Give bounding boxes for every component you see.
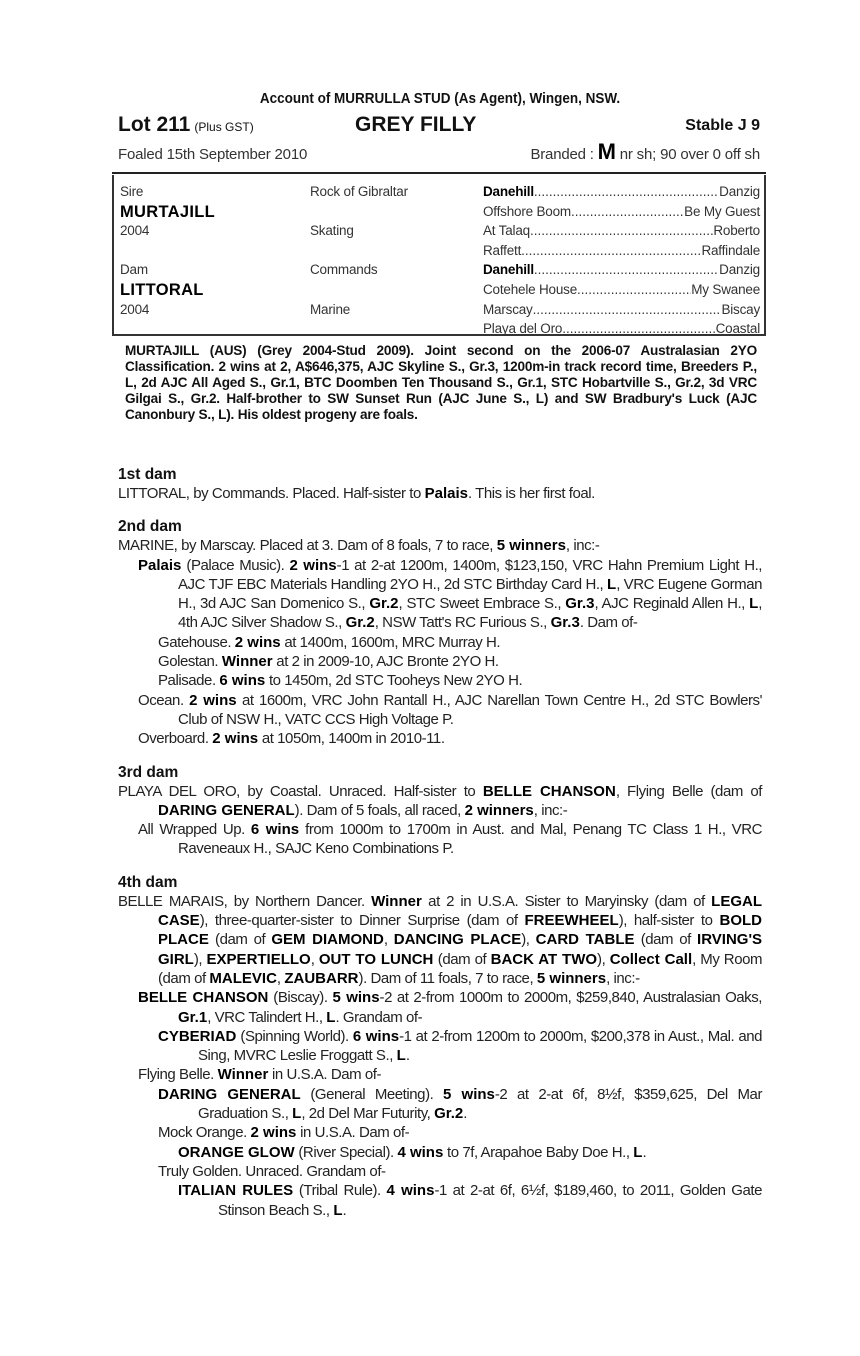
produce-record [0,892,762,988]
text: Mock Orange. [158,1124,251,1142]
pedigree-great-grandparent-cell [483,204,760,219]
text: -1 at 2-at 1200m, 1400m, $123,150, VRC Hahn Premium Light H., AJC TJF EBC Materials Handling 2YO H., 2d STC Birthday Card H., [178,556,763,593]
dot-leader [571,204,684,219]
produce-record [0,1027,762,1066]
text: (General Meeting). [300,1085,444,1103]
dam-section [0,465,762,503]
dot-leader [521,243,701,258]
pedigree-row [120,243,760,263]
text: Palisade. [158,672,220,690]
stable-location: Stable J 9 [685,117,760,134]
text: -1 at 2-at 6f, 6½f, $189,460, to 2011, Golden Gate Stinson Beach S., [218,1182,762,1219]
produce-record [0,671,762,690]
produce-record [0,652,762,671]
header-divider [112,172,766,174]
ancestor-name: Playa del Oro [483,321,563,337]
text: ), [193,950,207,968]
bold-text: 4 wins [386,1182,435,1200]
bold-text: ZAUBARR [284,969,359,987]
bold-text: L [396,1047,406,1065]
text: , inc:- [606,969,640,987]
bold-text: L [326,1008,336,1026]
branded-details: nr sh; 90 over 0 off sh [619,146,760,163]
bold-text: L [749,595,759,613]
bold-text: Gr.2 [345,614,375,632]
text: , [310,950,319,968]
ancestor-name: Raffett [483,242,522,258]
ancestor-sire: Be My Guest [684,203,760,219]
bold-text: Palais [424,485,469,502]
produce-record [0,1143,762,1162]
bold-text: 5 wins [443,1085,495,1103]
gst-note: (Plus GST) [194,120,254,134]
bold-text: BELLE CHANSON [138,989,269,1007]
text: , [276,969,285,987]
produce-record [0,484,762,503]
dot-leader [534,262,719,277]
bold-text: L [607,575,617,593]
text: , NSW Tatt's RC Furious S., [374,614,551,632]
ancestor-sire: Biscay [721,301,760,317]
text: Overboard. [138,730,213,748]
text: , [383,931,394,949]
text: at 2 in U.S.A. Sister to Maryinsky (dam of [421,892,712,910]
pedigree-great-grandparent-cell [483,262,760,277]
text: , VRC Talindert H., [207,1008,327,1026]
text: , VRC Eugene Gorman H., 3d AJC San Domenico S., [178,575,762,613]
bold-text: IRVING'S GIRL [158,931,763,968]
produce-record [0,1123,762,1142]
bold-text: Collect Call [609,950,693,968]
text: (dam of [634,931,698,949]
lot-label: Lot 211 [118,113,191,136]
pedigree-parent-cell: 2004 [120,301,150,317]
text: ), [521,931,536,949]
foaled-date: Foaled 15th September 2010 [118,146,308,163]
pedigree-great-grandparent-cell [483,282,760,297]
pedigree-grandparent-cell: Commands [310,262,378,278]
text: . [463,1105,467,1123]
vendor-account: Account of MURRULLA STUD (As Agent), Wingen, NSW. [259,90,621,107]
bold-text: OUT TO LUNCH [318,950,434,968]
bold-text: L [633,1143,643,1161]
text: . [642,1143,647,1161]
bold-text: FREEWHEEL [524,912,619,930]
text: from 1000m to 1700m in Aust. and Mal, Penang TC Class 1 H., VRC Raveneaux H., SAJC Keno Combinations P. [178,821,762,858]
pedigree-row [120,262,760,282]
ancestor-sire: Danzig [719,184,760,199]
dam-section [0,763,762,859]
text: LITTORAL, by Commands. Placed. Half-sister to [118,485,425,502]
pedigree-great-grandparent-cell [483,243,760,258]
bold-text: Winner [371,892,422,910]
pedigree-row [120,184,760,204]
produce-record [0,691,762,730]
produce-record [0,1181,762,1220]
bold-text: 2 winners [464,801,534,819]
text: ), half-sister to [618,912,720,930]
text: . [405,1047,410,1065]
bold-text: CYBERIAD [158,1027,237,1045]
text: BELLE MARAIS, by Northern Dancer. [118,892,372,910]
dot-leader [533,302,722,317]
pedigree-great-grandparent-cell [483,302,760,317]
ancestor-sire: Danzig [719,262,760,278]
bold-text: Gr.3 [565,595,595,613]
produce-record [0,1065,762,1084]
text: in U.S.A. Dam of- [296,1124,410,1142]
pedigree-row [120,321,760,341]
text: , STC Sweet Embrace S., [398,595,566,613]
text: , AJC Reginald Allen H., [594,595,750,613]
pedigree-parent-cell: 2004 [120,223,150,239]
dot-leader [534,184,719,199]
text: . Dam of- [579,614,638,632]
dam-section [0,517,762,748]
bold-text: Winner [217,1066,269,1084]
bold-text: 5 wins [332,989,380,1007]
pedigree-great-grandparent-cell [483,321,760,336]
lot-number [118,113,254,137]
pedigree-table [112,175,766,336]
branded-label: Branded : [530,146,594,163]
text: (Palace Music). [181,556,290,574]
text: ). Dam of 11 foals, 7 to race, [358,969,537,987]
pedigree-grandparent-cell: Skating [310,223,354,239]
dot-leader [562,321,715,336]
text: . This is her first foal. [468,485,595,502]
bold-text: 5 winners [496,537,566,555]
text: MARINE, by Marscay. Placed at 3. Dam of 8 foals, 7 to race, [118,537,497,555]
bold-text: 2 wins [212,730,259,748]
bold-text: 5 winners [536,969,607,987]
section-heading: 4th dam [118,873,178,891]
bold-text: Gr.2 [434,1105,464,1123]
bold-text: 2 wins [234,633,281,651]
ancestor-name: At Talaq [483,223,530,239]
text: Truly Golden. Unraced. Grandam of- [158,1162,386,1180]
bold-text: BELLE CHANSON [482,782,616,800]
horse-description: GREY FILLY [355,113,477,136]
bold-text: ITALIAN RULES [178,1182,294,1200]
bold-text: 4 wins [397,1143,444,1161]
text: (Spinning World). [236,1027,353,1045]
text: , My Room (dam of [158,950,763,987]
bold-text: Palais [138,556,182,574]
section-heading: 1st dam [118,466,177,483]
produce-record [0,988,762,1027]
text: at 2 in 2009-10, AJC Bronte 2YO H. [272,653,499,671]
bold-text: Gr.1 [178,1008,208,1026]
text: Gatehouse. [158,633,235,651]
pedigree-row [120,204,760,224]
bold-text: ORANGE GLOW [178,1143,295,1161]
bold-text: Winner [221,653,273,671]
produce-record [0,536,762,555]
text: Flying Belle. [138,1066,218,1084]
text: to 1450m, 2d STC Tooheys New 2YO H. [265,672,523,690]
bold-text: GEM DIAMOND [271,931,384,949]
pedigree-grandparent-cell: Marine [310,301,351,317]
produce-record [0,556,762,633]
bold-text: DARING GENERAL [158,801,295,819]
pedigree-row [120,282,760,302]
bold-text: Gr.3 [550,614,580,632]
text: at 1050m, 1400m in 2010-11. [258,730,445,748]
bold-text: Gr.2 [369,595,399,613]
pedigree-grandparent-cell: Rock of Gibraltar [310,184,408,199]
text: , 4th AJC Silver Shadow S., [178,595,763,632]
bold-text: 2 wins [289,556,337,574]
ancestor-sire: Roberto [713,223,760,239]
brand-mark-icon: M [597,139,616,164]
text: (River Special). [294,1143,398,1161]
ancestor-sire: Raffindale [701,242,760,258]
bold-text: 6 wins [352,1027,400,1045]
text: (dam of [433,950,491,968]
text: PLAYA DEL ORO, by Coastal. Unraced. Half-sister to [118,782,483,800]
ancestor-sire: Coastal [715,321,760,337]
pedigree-parent-cell: LITTORAL [120,281,204,299]
brand-info [530,139,760,164]
produce-record [0,633,762,652]
produce-record [0,820,762,859]
text: (Biscay). [268,989,333,1007]
bold-text: L [333,1201,343,1219]
ancestor-name: Offshore Boom [483,203,571,219]
text: -2 at 2-from 1000m to 2000m, $259,840, Australasian Oaks, [379,989,763,1007]
text: ). Dam of 5 foals, all raced, [294,801,465,819]
text: ), three-quarter-sister to Dinner Surprise (dam of [199,912,525,930]
produce-record [0,1085,762,1124]
bold-text: BACK AT TWO [490,950,598,968]
bold-text: DANCING PLACE [393,931,522,949]
bold-text: BOLD PLACE [158,912,762,949]
bold-text: CARD TABLE [535,931,635,949]
bold-text: 2 wins [189,691,237,709]
bold-text: L [292,1105,302,1123]
text: Ocean. [138,691,190,709]
pedigree-row [120,302,760,322]
text: ), [597,950,610,968]
text: Golestan. [158,653,222,671]
bold-text: 6 wins [250,821,300,839]
text: , 2d Del Mar Futurity, [301,1105,435,1123]
text: (Tribal Rule). [293,1182,387,1200]
ancestor-sire: My Swanee [691,282,760,297]
bold-text: DARING GENERAL [158,1085,301,1103]
bold-text: 2 wins [250,1124,297,1142]
text: . Grandam of- [335,1008,423,1026]
bold-text: 6 wins [219,672,266,690]
ancestor-name: Danehill [483,262,534,278]
dot-leader [530,223,713,238]
produce-record [0,782,762,821]
text: -2 at 2-at 6f, 8½f, $359,625, Del Mar Graduation S., [198,1085,762,1123]
dam-sections [0,457,762,1234]
pedigree-row [120,223,760,243]
pedigree-great-grandparent-cell [483,184,760,199]
bold-text: MALEVIC [209,969,277,987]
text: All Wrapped Up. [138,821,251,839]
bold-text: EXPERTIELLO [206,950,311,968]
ancestor-name: Cotehele House [483,282,578,297]
sire-summary: MURTAJILL (AUS) (Grey 2004-Stud 2009). Joint second on the 2006-07 Australasian 2YO Classification. 2 wins at 2, A$646,375, AJC Skyline S., Gr.3, 1200m-in track record time, Breeders P., L, 2d AJC All Aged S., Gr.1, BTC Doomben Ten Thousand S., Gr.1, STC Hobartville S., Gr.2, 3d VRC Gilgai S., Gr.2. Half-brother to SW Sunset Run (AJC June S., L) and SW Bradbury's Luck (AJC Canonbury S., L). His oldest progeny are foals. [125,343,757,422]
dam-section [0,873,762,1220]
bold-text: LEGAL CASE [158,892,762,930]
text: , inc:- [533,801,568,819]
text: to 7f, Arapahoe Baby Doe H., [443,1143,634,1161]
produce-record [0,729,762,748]
text: -1 at 2-from 1200m to 2000m, $200,378 in Aust., Mal. and Sing, MVRC Leslie Froggatt S., [198,1027,763,1065]
text: at 1400m, 1600m, MRC Murray H. [280,633,501,651]
section-heading: 2nd dam [118,518,182,536]
pedigree-parent-cell: MURTAJILL [120,202,215,221]
text: , inc:- [565,537,600,555]
produce-record [0,1162,762,1181]
text: . [342,1201,347,1219]
text: in U.S.A. Dam of- [268,1066,382,1084]
pedigree-great-grandparent-cell [483,223,760,238]
text: , Flying Belle (dam of [615,782,763,800]
ancestor-name: Danehill [483,184,534,199]
text: (dam of [208,931,272,949]
dot-leader [577,282,691,297]
pedigree-parent-cell: Sire [120,184,144,199]
section-heading: 3rd dam [118,763,179,781]
pedigree-parent-cell: Dam [120,262,148,278]
ancestor-name: Marscay [483,301,533,317]
text: at 1600m, VRC John Rantall H., AJC Narellan Town Centre H., 2d STC Bowlers' Club of NSW H., VATC CCS High Voltage P. [178,691,762,728]
